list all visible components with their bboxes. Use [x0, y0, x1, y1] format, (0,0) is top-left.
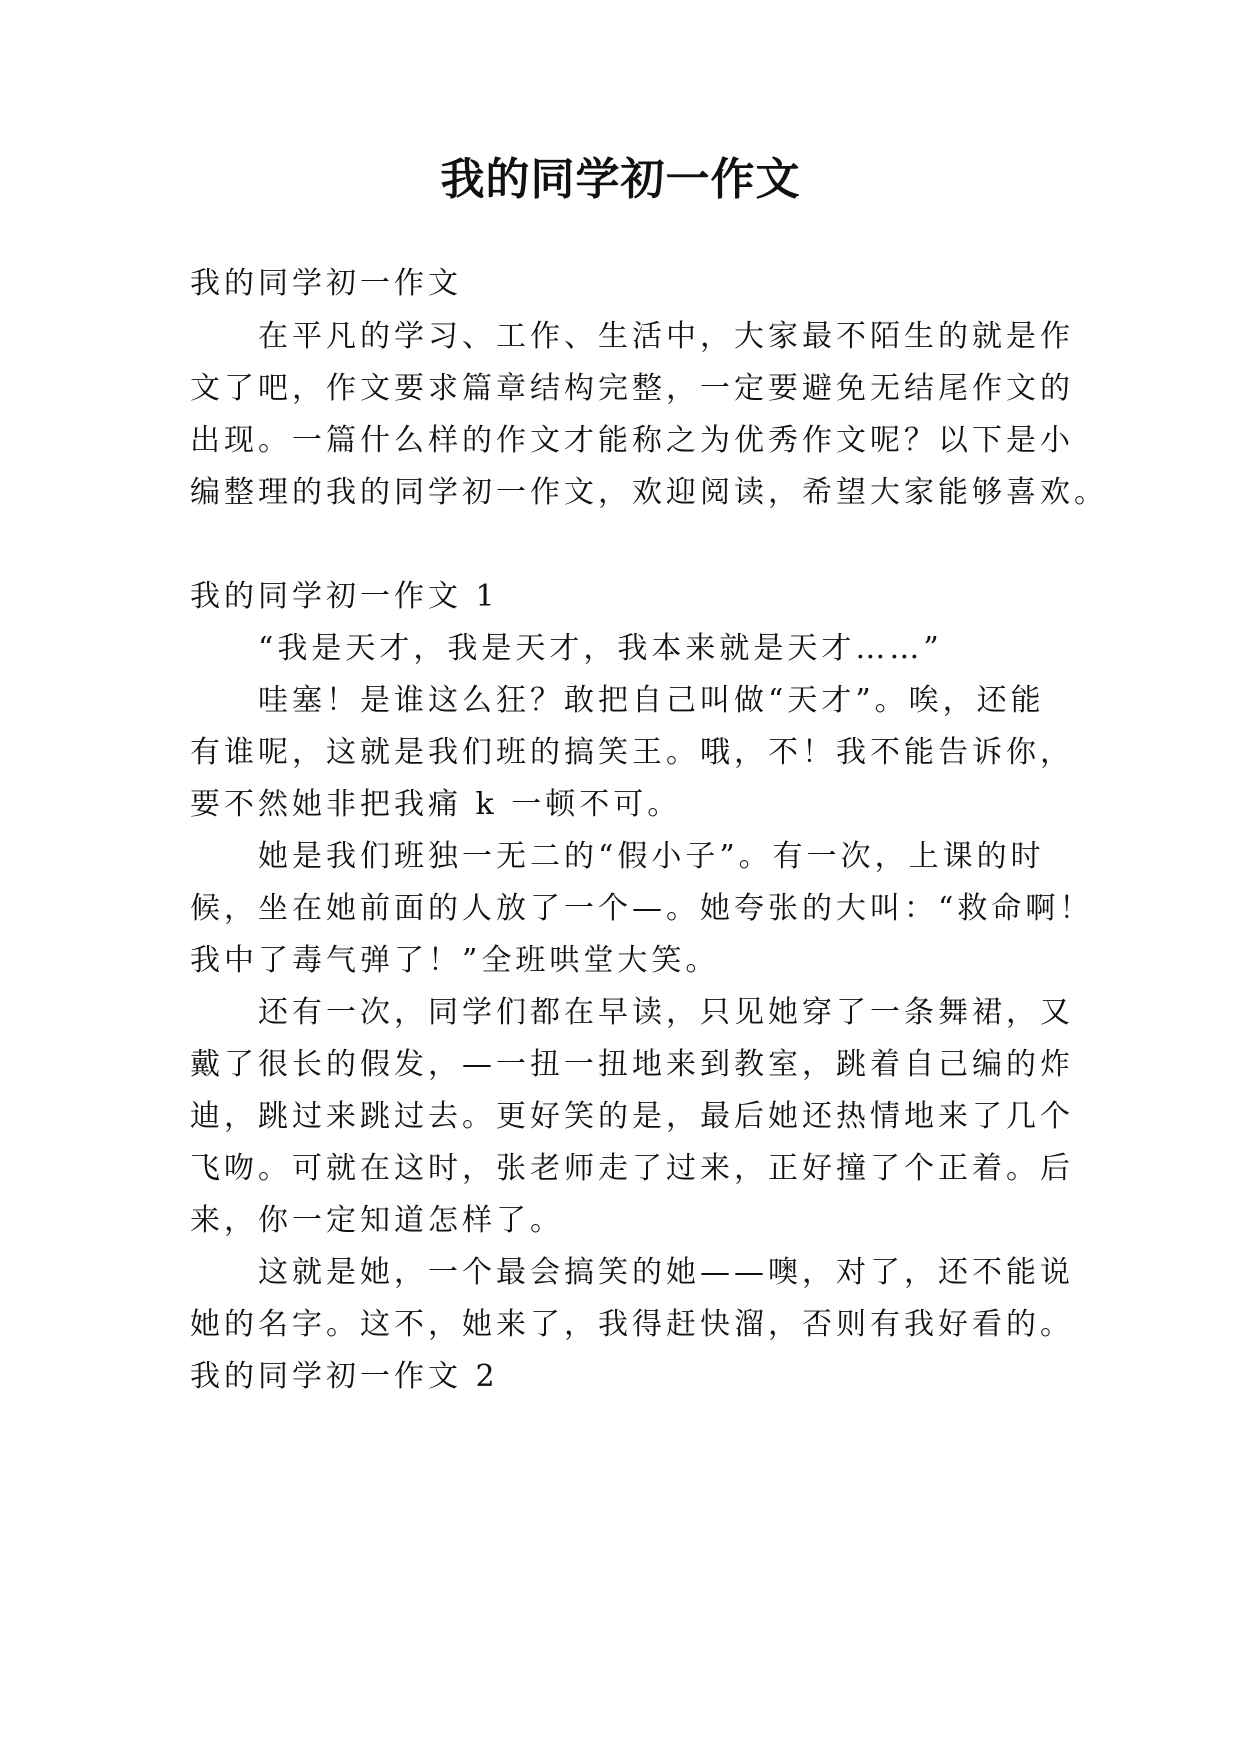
- essay1-line: 这就是她，一个最会搞笑的她——噢，对了，还不能说: [258, 1255, 1074, 1290]
- essay1-line: 候，坐在她前面的人放了一个—。她夸张的大叫：“救命啊！: [190, 891, 1094, 926]
- essay1-line: 来，你一定知道怎样了。: [190, 1203, 564, 1238]
- essay1-line: 她的名字。这不，她来了，我得赶快溜，否则有我好看的。: [190, 1307, 1074, 1342]
- intro-line: 出现。一篇什么样的作文才能称之为优秀作文呢？以下是小: [190, 423, 1074, 458]
- document-title: 我的同学初一作文: [440, 154, 801, 205]
- essay1-line: 有谁呢，这就是我们班的搞笑王。哦，不！我不能告诉你，: [190, 735, 1074, 770]
- intro-line: 文了吧，作文要求篇章结构完整，一定要避免无结尾作文的: [190, 371, 1074, 406]
- intro-line: 在平凡的学习、工作、生活中，大家最不陌生的就是作: [258, 319, 1074, 354]
- essay1-line: 迪，跳过来跳过去。更好笑的是，最后她还热情地来了几个: [190, 1099, 1074, 1134]
- essay1-line: 还有一次，同学们都在早读，只见她穿了一条舞裙，又: [258, 995, 1074, 1030]
- intro-heading: 我的同学初一作文: [190, 266, 462, 301]
- essay1-line: “我是天才，我是天才，我本来就是天才……”: [258, 631, 943, 666]
- essay1-line: 飞吻。可就在这时，张老师走了过来，正好撞了个正着。后: [190, 1151, 1074, 1186]
- essay1-heading: 我的同学初一作文 1: [190, 579, 499, 614]
- essay1-line: 要不然她非把我痛 k 一顿不可。: [190, 787, 682, 822]
- essay1-line: 她是我们班独一无二的“假小子”。有一次，上课的时: [258, 839, 1045, 874]
- essay1-line: 戴了很长的假发，—一扭一扭地来到教室，跳着自己编的炸: [190, 1047, 1074, 1082]
- essay1-line: 我中了毒气弹了！”全班哄堂大笑。: [190, 943, 720, 978]
- essay2-heading: 我的同学初一作文 2: [190, 1359, 499, 1394]
- intro-line: 编整理的我的同学初一作文，欢迎阅读，希望大家能够喜欢。: [190, 475, 1108, 510]
- essay1-line: 哇塞！是谁这么狂？敢把自己叫做“天才”。唉，还能: [258, 683, 1045, 718]
